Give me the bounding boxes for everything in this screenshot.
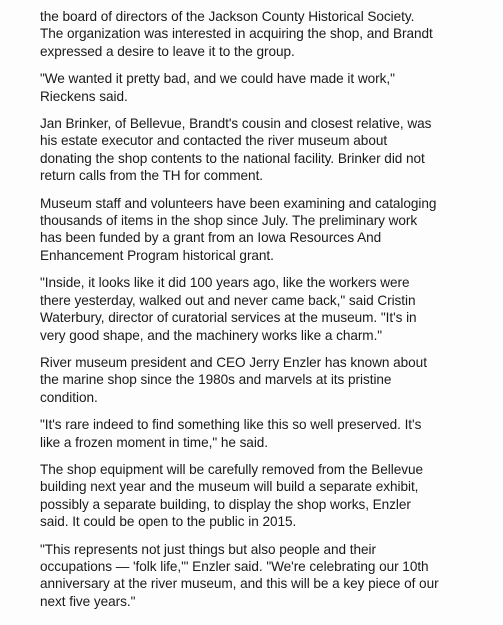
text-line: very good shape, and the machinery works like a charm."	[40, 327, 383, 343]
text-line: possibly a separate building, to display the shop works, Enzler	[40, 496, 411, 512]
text-line: Waterbury, director of curatorial services at the museum. "It's in	[40, 310, 417, 326]
text-line: "Inside, it looks like it did 100 years ago, like the workers were	[40, 275, 410, 291]
text-line: Enhancement Program historical grant.	[40, 247, 274, 263]
text-line: return calls from the TH for comment.	[40, 168, 264, 184]
text-line: thousands of items in the shop since July. The preliminary work	[40, 213, 418, 229]
text-line: has been funded by a grant from an Iowa Resources And	[40, 230, 382, 246]
text-line: condition.	[40, 389, 98, 405]
text-line: Museum staff and volunteers have been examining and cataloging	[40, 195, 437, 211]
paragraph	[40, 8, 502, 60]
text-line: expressed a desire to leave it to the group.	[40, 43, 295, 59]
text-line: "It's rare indeed to find something like this so well preserved. It's	[40, 417, 422, 433]
paragraph	[40, 115, 502, 185]
text-line: said. It could be open to the public in 2015.	[40, 514, 297, 530]
text-line: the board of directors of the Jackson County Historical Society.	[40, 9, 415, 24]
text-line: next five years."	[40, 593, 136, 609]
paragraph	[40, 354, 502, 406]
text-line: the marine shop since the 1980s and marvels at its pristine	[40, 372, 392, 388]
text-line: donating the shop contents to the national facility. Brinker did not	[40, 150, 425, 166]
paragraph	[40, 416, 502, 451]
text-line: occupations — 'folk life,'" Enzler said. "We're celebrating our 10th	[40, 558, 429, 574]
text-line: his estate executor and contacted the river museum about	[40, 133, 388, 149]
text-line: there yesterday, walked out and never came back," said Cristin	[40, 292, 416, 308]
article-body	[40, 8, 502, 620]
text-line: River museum president and CEO Jerry Enzler has known about	[40, 354, 427, 370]
text-line: Jan Brinker, of Bellevue, Brandt's cousin and closest relative, was	[40, 116, 432, 132]
text-line: "We wanted it pretty bad, and we could have made it work,"	[40, 71, 395, 87]
text-line: Rieckens said.	[40, 88, 128, 104]
text-line: building next year and the museum will build a separate exhibit,	[40, 479, 419, 495]
paragraph	[40, 461, 502, 531]
text-line: like a frozen moment in time," he said.	[40, 434, 269, 450]
paragraph	[40, 195, 502, 265]
paragraph	[40, 274, 502, 344]
text-line: The organization was interested in acquiring the shop, and Brandt	[40, 26, 433, 42]
text-line: anniversary at the river museum, and this will be a key piece of our	[40, 576, 439, 592]
paragraph	[40, 541, 502, 611]
paragraph	[40, 70, 502, 105]
text-line: "This represents not just things but also people and their	[40, 541, 376, 557]
text-line: The shop equipment will be carefully removed from the Bellevue	[40, 461, 424, 477]
